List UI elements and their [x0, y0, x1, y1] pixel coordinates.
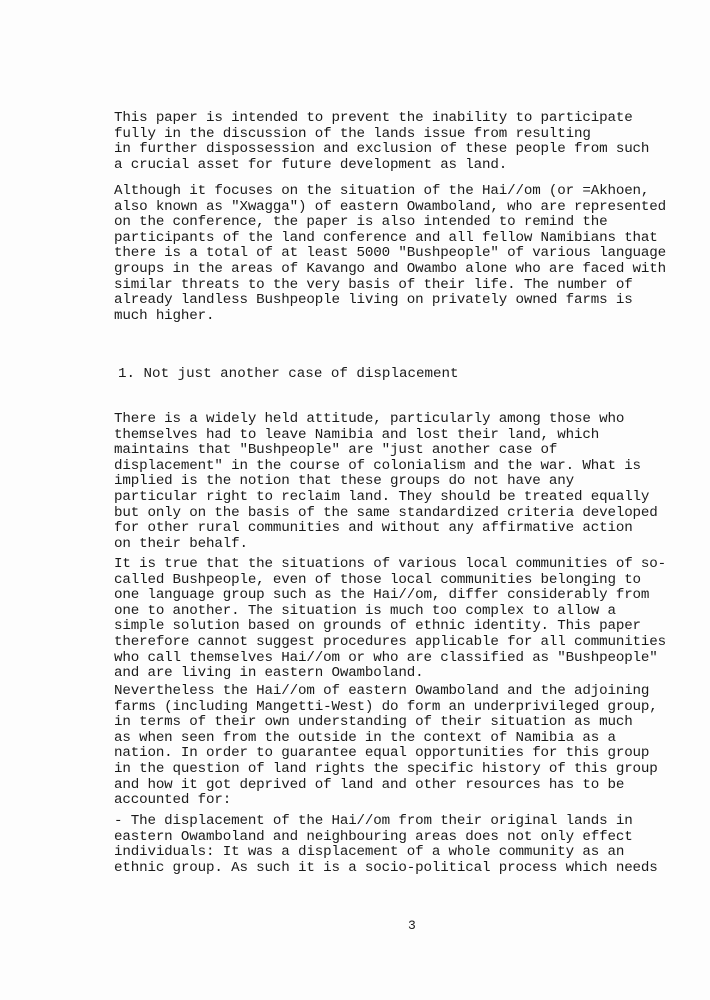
paragraph-intro: This paper is intended to prevent the inability to participate fully in the discussion of the lands issue from resulting in further dispossession and exclusion of these people from such a crucial asset for future development as land.: [114, 110, 650, 173]
paragraph-nevertheless: Nevertheless the Hai//om of eastern Owamboland and the adjoining farms (including Mangetti-West) do form an underprivileged group, in terms of their own understanding of their situation as much as when seen from the outside in the context of Namibia as a nation. In order to guarantee equal opportunities for this group in the question of land rights the specific history of this group and how it got deprived of land and other resources has to be accounted for:: [114, 683, 658, 809]
paragraph-focus: Although it focuses on the situation of the Hai//om (or =Akhoen, also known as "Xwagga") of eastern Owamboland, who are represented on the conference, the paper is also intended to remind the participants of the land conference and all fellow Namibians that there is a total of at least 5000 "Bushpeople" of various language groups in the areas of Kavango and Owambo alone who are faced with similar threats to the very basis of their life. The number of already landless Bushpeople living on privately owned farms is much higher.: [114, 183, 667, 324]
section-heading: 1. Not just another case of displacement: [118, 366, 459, 382]
page-number: 3: [408, 918, 416, 933]
paragraph-displacement-point: - The displacement of the Hai//om from their original lands in eastern Owamboland and neighbouring areas does not only effect individuals: It was a displacement of a whole community as an ethnic group. As such it is a socio-political process which needs: [114, 813, 658, 876]
paragraph-situations: It is true that the situations of various local communities of so- called Bushpeople, even of those local communities belonging to one language group such as the Hai//om, differ considerably from one to another. The situation is much too complex to allow a simple solution based on grounds of ethnic identity. This paper therefore cannot suggest procedures applicable for all communities who call themselves Hai//om or who are classified as "Bushpeople" and are living in eastern Owamboland.: [114, 556, 667, 682]
paragraph-attitude: There is a widely held attitude, particularly among those who themselves had to leave Namibia and lost their land, which maintains that "Bushpeople" are "just another case of displacement" in the course of colonialism and the war. What is implied is the notion that these groups do not have any particular right to reclaim land. They should be treated equally but only on the basis of the same standardized criteria developed for other rural communities and without any affirmative action on their behalf.: [114, 411, 658, 552]
